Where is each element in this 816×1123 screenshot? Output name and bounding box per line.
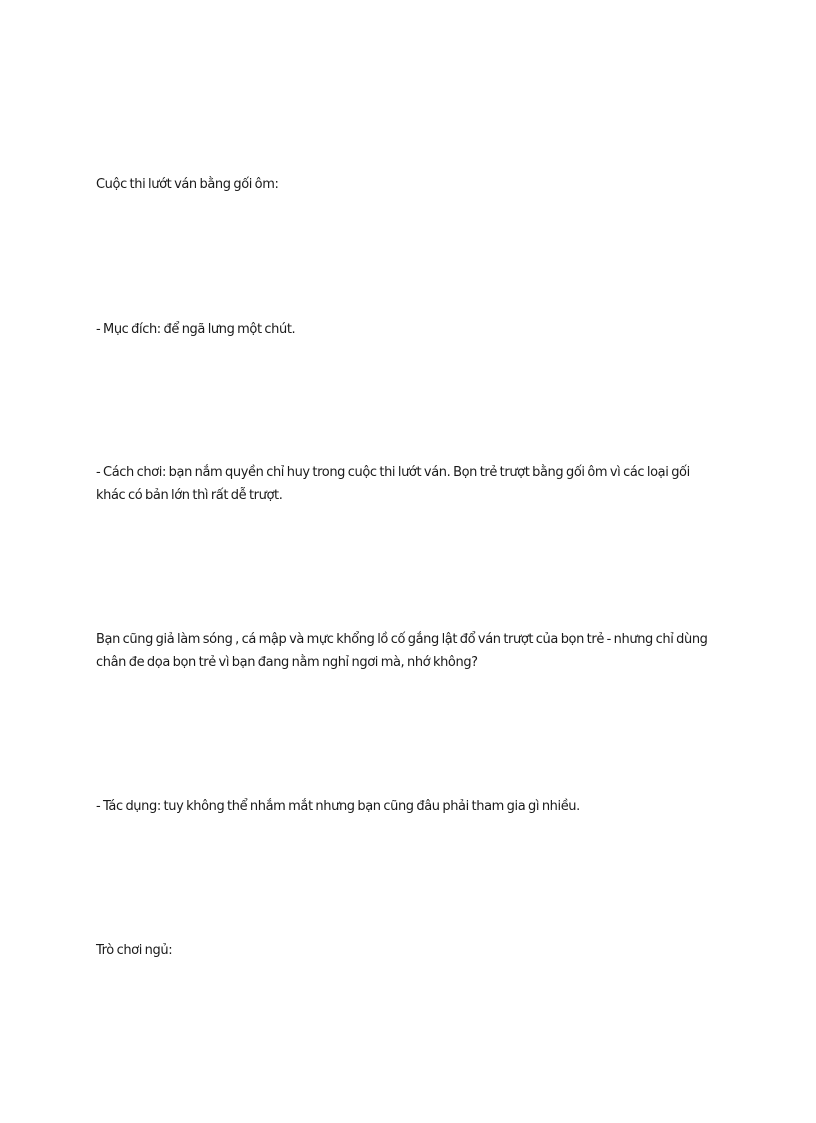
text-line: - Tác dụng: tuy không thể nhắm mắt nhưng bạn cũng đâu phải tham gia gì nhiều. xyxy=(96,799,580,814)
text-line: Trò chơi ngủ: xyxy=(96,943,173,958)
effect-paragraph xyxy=(96,795,726,818)
text-line: chân đe dọa bọn trẻ vì bạn đang nằm nghỉ ngơi mà, nhớ không? xyxy=(96,655,478,670)
text-line: Cuộc thi lướt ván bằng gối ôm: xyxy=(96,177,279,192)
text-line: - Cách chơi: bạn nắm quyền chỉ huy trong cuộc thi lướt ván. Bọn trẻ trượt bằng gối ôm vì các loại gối xyxy=(96,465,690,480)
text-line: - Mục đích: để ngã lưng một chút. xyxy=(96,322,296,337)
section-heading-sleep-game xyxy=(96,939,726,962)
pretend-waves-paragraph xyxy=(96,628,726,674)
purpose-paragraph xyxy=(96,318,726,341)
section-heading-pillow-surfing xyxy=(96,173,726,196)
text-line: khác có bản lớn thì rất dễ trượt. xyxy=(96,488,283,503)
text-line: Bạn cũng giả làm sóng , cá mập và mực khổng lồ cố gắng lật đổ ván trượt của bọn trẻ - nhưng chỉ dùng xyxy=(96,632,708,647)
how-to-play-paragraph xyxy=(96,461,726,507)
